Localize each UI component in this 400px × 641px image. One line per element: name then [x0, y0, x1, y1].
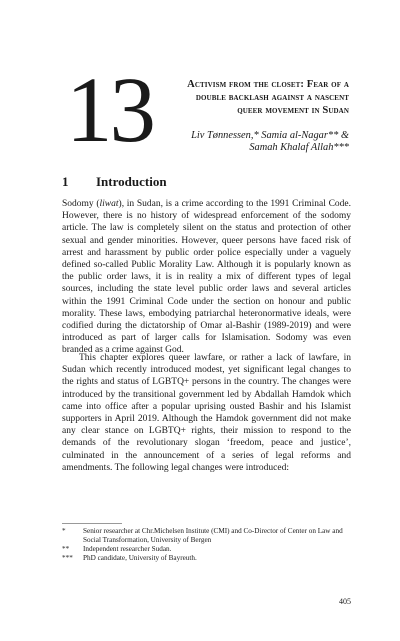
footnote-2-mark: ** [62, 545, 70, 553]
footnote-1-mark: * [62, 527, 66, 535]
paragraph-2: This chapter explores queer lawfare, or rather a lack of lawfare, in Sudan which recently introduced modest, yet significant legal changes to the rights and status of LGBTQ+ persons in the country. The changes were introduced by the transitional government led by Abdallah Hamdok which came into office after a popular uprising ousted Bashir and his Islamist supporters in April 2019. Although the Hamdok government did not make any clear stance on LGBTQ+ rights, their mission to respond to the demands of the revolutionary slogan ‘freedom, peace and justice’, culminated in the announcement of a series of legal reforms and amendments. The following legal changes were introduced: [62, 353, 351, 473]
footnote-3-text: PhD candidate, University of Bayreuth. [83, 554, 197, 562]
italic-term-liwat: liwat [99, 199, 119, 209]
section-heading [62, 174, 167, 190]
chapter-title: Activism from the closet: Fear of a double backlash against a nascent queer movement in Sudan [187, 79, 349, 116]
paragraph-1-start: Sodomy ( [62, 199, 100, 209]
footnotes [62, 527, 351, 563]
paragraph-1 [62, 198, 351, 357]
footnote-1 [62, 527, 351, 545]
footnote-divider [62, 523, 122, 524]
footnote-1-text: Senior researcher at Chr.Michelsen Institute (CMI) and Co-Director of Center on Law and Social Transformation, University of Bergen [83, 527, 343, 544]
footnote-2-text: Independent researcher Sudan. [83, 545, 172, 553]
footnote-3 [62, 554, 351, 563]
page-number: 405 [339, 597, 351, 606]
chapter-number: 13 [66, 59, 153, 162]
chapter-authors [168, 130, 349, 155]
section-title: Introduction [96, 174, 167, 189]
section-number: 1 [62, 174, 69, 189]
authors-line-1: Liv Tønnessen,* Samia al-Nagar** & [191, 130, 349, 141]
authors-line-2: Samah Khalaf Allah*** [249, 142, 349, 154]
paragraph-1-rest: ), in Sudan, is a crime according to the 1991 Criminal Code. However, there is no history of widespread enforcement of the sodomy article. The law is completely silent on the status and protection of other sexual and gender minorities. However, queer persons have faced risk of arrest and harassment by public order police especially under a vaguely defined so-called Public Morality Law. Although it is popularly known as the public order laws, it is in reality a mix of different types of legal sources, including the state level public order laws and several articles within the 1991 Criminal Code under the section on honour and public morality. These laws, embodying patriarchal heteronormative ideals, were codified during the dictatorship of Omar al-Bashir (1989-2019) and were introduced as part of larger calls for Islamisation. Sodomy was even branded as a crime against God. [62, 199, 351, 356]
footnote-2 [62, 545, 351, 554]
footnote-3-mark: *** [62, 554, 73, 562]
